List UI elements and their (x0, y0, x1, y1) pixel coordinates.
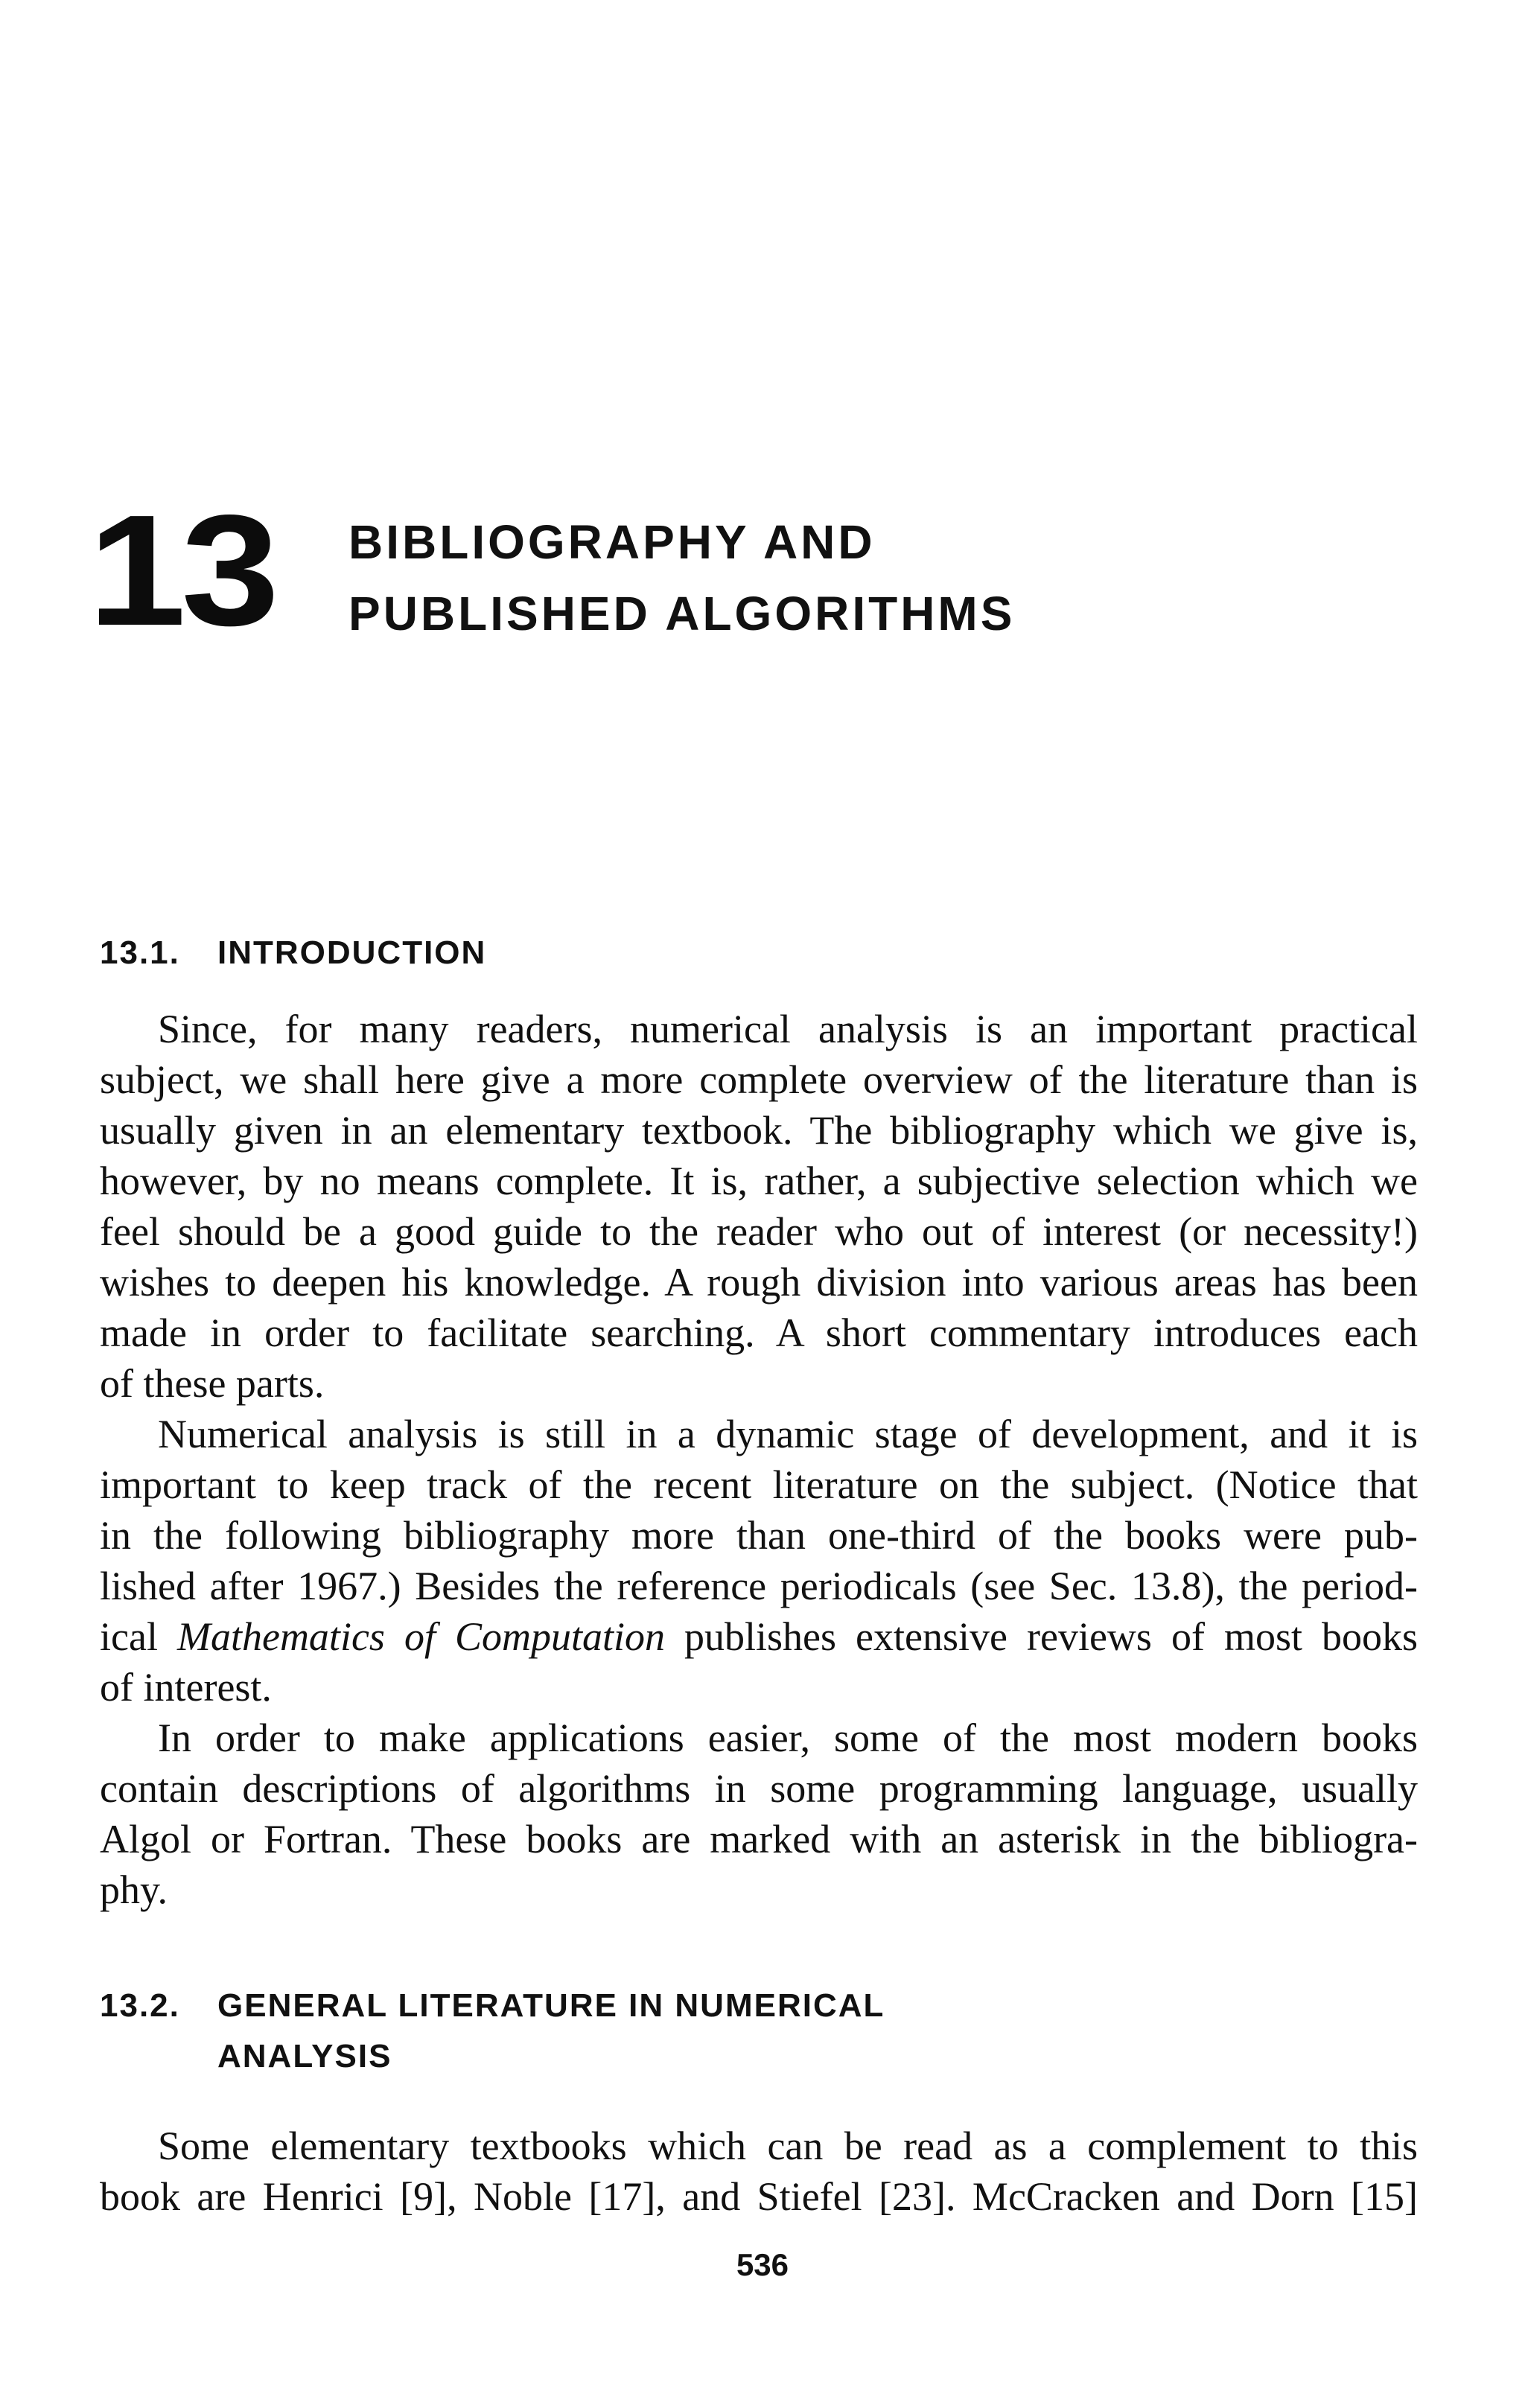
text-line: Some elementary textbooks which can be read as a complement to this (158, 2124, 1418, 2168)
text-line: feel should be a good guide to the reader who out of interest (or necessity!) (100, 1209, 1418, 1254)
text-line: subject, we shall here give a more complete overview of the literature than is (100, 1057, 1418, 1102)
text-line: In order to make applications easier, some of the most modern books (158, 1716, 1418, 1760)
text-line: lished after 1967.) Besides the reference periodicals (see Sec. 13.8), the period- (100, 1564, 1418, 1608)
text-line: phy. (100, 1867, 168, 1912)
text-line: Numerical analysis is still in a dynamic stage of development, and it is (158, 1412, 1418, 1456)
text-fragment: ical (100, 1614, 158, 1659)
section-heading-introduction (100, 928, 486, 978)
text-line-with-italic (100, 1611, 1418, 1662)
text-fragment: publishes extensive reviews of most books (684, 1614, 1419, 1659)
section-title: INTRODUCTION (217, 934, 487, 971)
section-number: 13.2. (100, 1987, 180, 2024)
chapter-title (348, 506, 1015, 649)
text-line: wishes to deepen his knowledge. A rough division into various areas has been (100, 1260, 1418, 1305)
page-number: 536 (736, 2247, 789, 2282)
journal-title-italic: Mathematics of Computation (176, 1614, 665, 1659)
text-line: important to keep track of the recent literature on the subject. (Notice that (100, 1462, 1418, 1507)
chapter-title-line-1: BIBLIOGRAPHY AND (348, 515, 876, 569)
text-line: usually given in an elementary textbook. The bibliography which we give is, (100, 1108, 1418, 1153)
chapter-number: 13 (88, 482, 275, 658)
text-line: in the following bibliography more than one-third of the books were pub- (100, 1513, 1418, 1558)
section-heading-general-literature (100, 1981, 885, 2082)
text-line: Since, for many readers, numerical analysis is an important practical (158, 1007, 1418, 1051)
text-line: book are Henrici [9], Noble [17], and Stiefel [23]. McCracken and Dorn [15] (100, 2174, 1418, 2219)
text-line: of interest. (100, 1665, 272, 1710)
text-line: made in order to facilitate searching. A short commentary introduces each (100, 1310, 1418, 1355)
section-title: GENERAL LITERATURE IN NUMERICAL (217, 1987, 885, 2024)
general-literature-body (100, 2121, 1418, 2222)
introduction-body (100, 1004, 1418, 1915)
text-line: contain descriptions of algorithms in some programming language, usually (100, 1766, 1418, 1811)
text-line: Algol or Fortran. These books are marked with an asterisk in the bibliogra- (100, 1817, 1418, 1861)
text-line: however, by no means complete. It is, rather, a subjective selection which we (100, 1159, 1418, 1203)
section-number: 13.1. (100, 934, 180, 971)
chapter-title-line-2: PUBLISHED ALGORITHMS (348, 587, 1016, 640)
text-line: of these parts. (100, 1361, 325, 1406)
section-title-continued: ANALYSIS (217, 2038, 392, 2074)
